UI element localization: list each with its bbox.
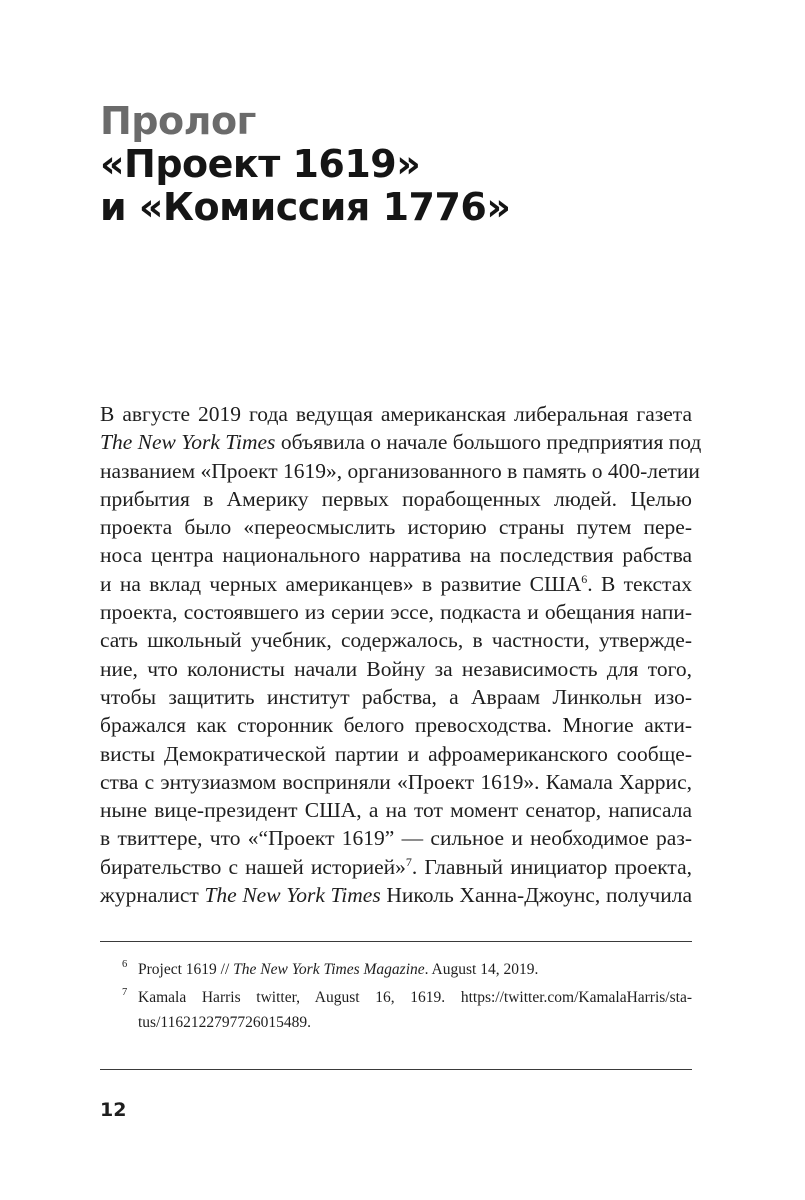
- body-line: В августе 2019 года ведущая американская либеральная газета: [100, 402, 692, 426]
- body-line: чтобы защитить институт рабства, а Авраам Линкольн изо-: [100, 684, 692, 709]
- page-number: 12: [100, 1099, 127, 1121]
- footnote: 6 Project 1619 // The New York Times Magazine. August 14, 2019.: [122, 957, 692, 982]
- body-line: ние, что колонисты начали Войну за независимость для того,: [100, 656, 692, 681]
- footnote: [122, 985, 692, 1035]
- newspaper-name: The New York Times: [204, 883, 381, 908]
- footnote-ref: 6: [581, 571, 588, 586]
- body-line: висты Демократической партии и афроамериканского сообще-: [100, 741, 692, 766]
- chapter-title-line-1: «Проект 1619»: [100, 142, 421, 186]
- footnote-mark: 6: [122, 959, 128, 970]
- newspaper-name: The New York Times: [100, 430, 276, 455]
- chapter-heading: [100, 100, 720, 229]
- footnote-line: Kamala Harris twitter, August 16, 1619. https://twitter.com/KamalaHarris/sta-: [138, 989, 692, 1006]
- chapter-kicker: Пролог: [100, 99, 256, 143]
- footnote-divider: [100, 941, 692, 942]
- body-line: в твиттере, что «“Проект 1619” — сильное и необходимое раз-: [100, 826, 692, 851]
- body-line: бражался как сторонник белого превосходства. Многие акти-: [100, 713, 692, 738]
- body-line: журналист The New York Times Николь Ханна-Джоунс, получила: [100, 883, 692, 908]
- footnote-mark: 7: [122, 987, 128, 998]
- body-line: проекта было «переосмыслить историю страны путем пере-: [100, 515, 692, 540]
- body-line: проекта, состоявшего из серии эссе, подкаста и обещания напи-: [100, 600, 692, 625]
- footnote-line: tus/1162122797726015489.: [138, 1014, 311, 1031]
- body-paragraph: [100, 400, 702, 909]
- body-line: сать школьный учебник, содержалось, в частности, утвержде-: [100, 628, 692, 653]
- body-line: бирательство с нашей историей»$^7$. Главный инициатор проекта,: [100, 854, 692, 879]
- footnote-ref: 7: [405, 854, 412, 869]
- magazine-name: The New York Times Magazine: [233, 961, 425, 978]
- chapter-title-line-2: и «Комиссия 1776»: [100, 185, 511, 229]
- body-line: носа центра национального нарратива на последствия рабства: [100, 543, 692, 568]
- body-line: The New York Times объявила о начале большого предприятия под: [100, 430, 702, 455]
- body-line: и на вклад черных американцев» в развитие США$^6$. В текстах: [100, 571, 692, 596]
- body-line: названием «Проект 1619», организованного в память о 400-летии: [100, 458, 700, 483]
- body-line: прибытия в Америку первых порабощенных людей. Целью: [100, 486, 692, 511]
- footnotes: [122, 957, 692, 1038]
- page-bottom-divider: [100, 1069, 692, 1070]
- body-line: ныне вице-президент США, а на тот момент сенатор, написала: [100, 798, 692, 823]
- body-line: ства с энтузиазмом восприняли «Проект 1619». Камала Харрис,: [100, 769, 692, 794]
